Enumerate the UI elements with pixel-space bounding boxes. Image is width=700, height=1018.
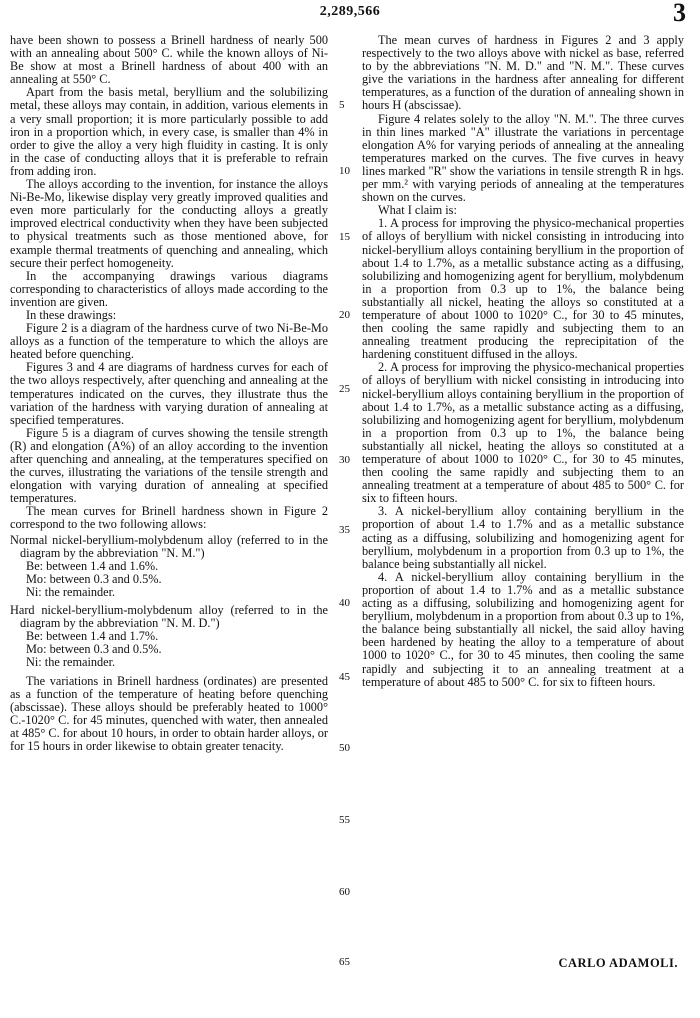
line-number: 30 — [339, 454, 350, 466]
right-column — [362, 34, 684, 689]
alloy-hard-heading: Hard nickel-beryllium-molybdenum alloy (referred to in the diagram by the abbreviation "N. M. D.") — [10, 603, 328, 631]
line-number: 10 — [339, 165, 350, 177]
paragraph: The variations in Brinell hardness (ordinates) are presented as a function of the temperature of heating before quenching (abscissae). These alloys should be preferably heated to 1000° C.-1020° C. for 45 minutes, quenched with water, then annealed at 485° C. for about 10 hours, in order to obtain harder alloys, or for 15 hours in order likewise to obtain greater tenacity. — [10, 673, 328, 753]
line-number: 25 — [339, 383, 350, 395]
page-number: 3 — [673, 0, 686, 27]
line-number: 55 — [339, 814, 350, 826]
paragraph: Figure 5 is a diagram of curves showing the tensile strength (R) and elongation (A%) of an alloy according to the invention after quenching and annealing, at the temperatures specified on the curves, illustrating the variations of the tensile strength and elongation with varying duration of annealing at specified temperatures. — [10, 425, 328, 506]
paragraph: Apart from the basis metal, beryllium and the solubilizing metal, these alloys may contain, in addition, various elements in a very small proportion; it is more particularly possible to add iron in a proportion which, in every case, is smaller than 4% in order to give the alloy a very high fluidity in casting. It is only in the case of conducting alloys that it is preferable to refrain from adding iron. — [10, 85, 328, 178]
alloy-normal-ni: Ni: the remainder. — [26, 584, 116, 599]
alloy-hard-ni: Ni: the remainder. — [26, 655, 116, 670]
paragraph: The alloys according to the invention, for instance the alloys Ni-Be-Mo, likewise display very greatly improved qualities and even more particularly for the conducting alloys a greatly improved electrical conductivity when they have been subjected to physical treatments such as those mentioned above, for example thermal treatments of quenching and annealing, which secure their perfect homogeneity. — [10, 177, 328, 270]
left-column — [10, 34, 328, 753]
paragraph: In the accompanying drawings various diagrams corresponding to characteristics of alloys made according to the invention are given. — [10, 268, 328, 309]
paragraph: The mean curves of hardness in Figures 2 and 3 apply respectively to the two alloys above with nickel as base, referred to by the abbreviations "N. M. D." and "N. M.". These curves give the variations in the hardness after annealing for different temperatures, as a function of the duration of annealing shown in hours H (abscissae). — [362, 33, 684, 113]
paragraph: have been shown to possess a Brinell hardness of nearly 500 with an annealing about 500° C. while the known alloys of Ni-Be show at most a Brinell hardness of about 400 with an annealing at 550° C. — [10, 33, 328, 87]
line-number: 15 — [339, 231, 350, 243]
alloy-normal-mo: Mo: between 0.3 and 0.5%. — [26, 571, 162, 586]
alloy-normal-heading: Normal nickel-beryllium-molybdenum alloy (referred to in the diagram by the abbreviation "N. M.") — [10, 532, 328, 560]
line-number: 40 — [339, 597, 350, 609]
paragraph: In these drawings: — [26, 307, 117, 322]
paragraph: The mean curves for Brinell hardness shown in Figure 2 correspond to the two following allows: — [10, 504, 328, 532]
alloy-normal-be: Be: between 1.4 and 1.6%. — [26, 558, 159, 573]
line-number: 20 — [339, 309, 350, 321]
paragraph: Figure 4 relates solely to the alloy "N. M.". The three curves in thin lines marked "A" illustrate the variations in percentage elongation A% for varying periods of annealing at the annealing temperatures marked on the curves. The five curves in heavy lines marked "R" show the variations in tensile strength R in hgs. per mm.² with varying periods of annealing at the temperatures shown on the curves. — [362, 111, 684, 205]
signature: CARLO ADAMOLI. — [558, 956, 678, 970]
line-number: 5 — [339, 99, 345, 111]
claim-4: 4. A nickel-beryllium alloy containing beryllium in the proportion of about 1.4 to 1.7% and as a metallic substance acting as a diffusing, solubilizing and homogenizing agent for beryllium, molybdenum in a proportion from about 0.3 up to 1%, the balance being substantially all nickel, the said alloy having been hardened by heating the alloy to a temperature of about 1000 to 1020° C., for 30 to 45 minutes, then cooling the same rapidly and subjecting it to an annealing treatment at a temperature of about 485 to 500° C. for six to fifteen hours. — [362, 569, 684, 689]
paragraph: Figures 3 and 4 are diagrams of hardness curves for each of the two alloys respectively, after quenching and annealing at the temperatures indicated on the curves, they illustrate thus the variation of the hardness with varying duration of annealing at specified temperatures. — [10, 360, 328, 427]
line-number: 65 — [339, 956, 350, 968]
alloy-hard-mo: Mo: between 0.3 and 0.5%. — [26, 642, 162, 657]
claims-intro: What I claim is: — [378, 203, 457, 218]
line-number: 60 — [339, 886, 350, 898]
claim-2: 2. A process for improving the physico-mechanical properties of alloys of beryllium with nickel consisting in introducing into nickel-beryllium alloys containing beryllium in the proportion of about 1.4 to 1.7%, as a metallic substance acting as a diffusing, solubilizing and homogenizing agent for beryllium, molybdenum in a proportion from 0.3 up to 1%, the balance being substantially all nickel, heating the alloys so constituted at a temperature of about 1000 to 1020° C., for 30 to 45 minutes, then cooling the same rapidly and subjecting them to an annealing treatment at a temperature of about 485 to 500° C. for six to fifteen hours. — [362, 360, 684, 506]
line-number: 35 — [339, 524, 350, 536]
patent-number: 2,289,566 — [319, 4, 381, 19]
line-number: 45 — [339, 671, 350, 683]
paragraph: Figure 2 is a diagram of the hardness curve of two Ni-Be-Mo alloys as a function of the temperature to which the alloys are heated before quenching. — [10, 321, 328, 362]
claim-1: 1. A process for improving the physico-mechanical properties of alloys of beryllium with nickel consisting in introducing into nickel-beryllium alloys containing beryllium in the proportion of about 1.4 to 1.7%, as a metallic substance acting as a diffusing, solubilizing and homogenizing agent for beryllium, molybdenum in a proportion from 0.3 up to 1%, the balance being substantially all nickel, heating the alloys so constituted at a temperature of about 1000 to 1020° C., for 30 to 45 minutes, then cooling the same rapidly and subjecting them to an annealing treatment producing the reprecipitation of the hardening constituent diffused in the alloys. — [362, 216, 684, 362]
line-number: 50 — [339, 742, 350, 754]
claim-3: 3. A nickel-beryllium alloy containing beryllium in the proportion of about 1.4 to 1.7% and as a metallic substance acting as a diffusing, solubilizing and homogenizing agent for beryllium, molybdenum in a proportion from 0.3 up to 1%, the balance being substantially all nickel. — [362, 504, 684, 571]
alloy-hard-be: Be: between 1.4 and 1.7%. — [26, 629, 159, 644]
